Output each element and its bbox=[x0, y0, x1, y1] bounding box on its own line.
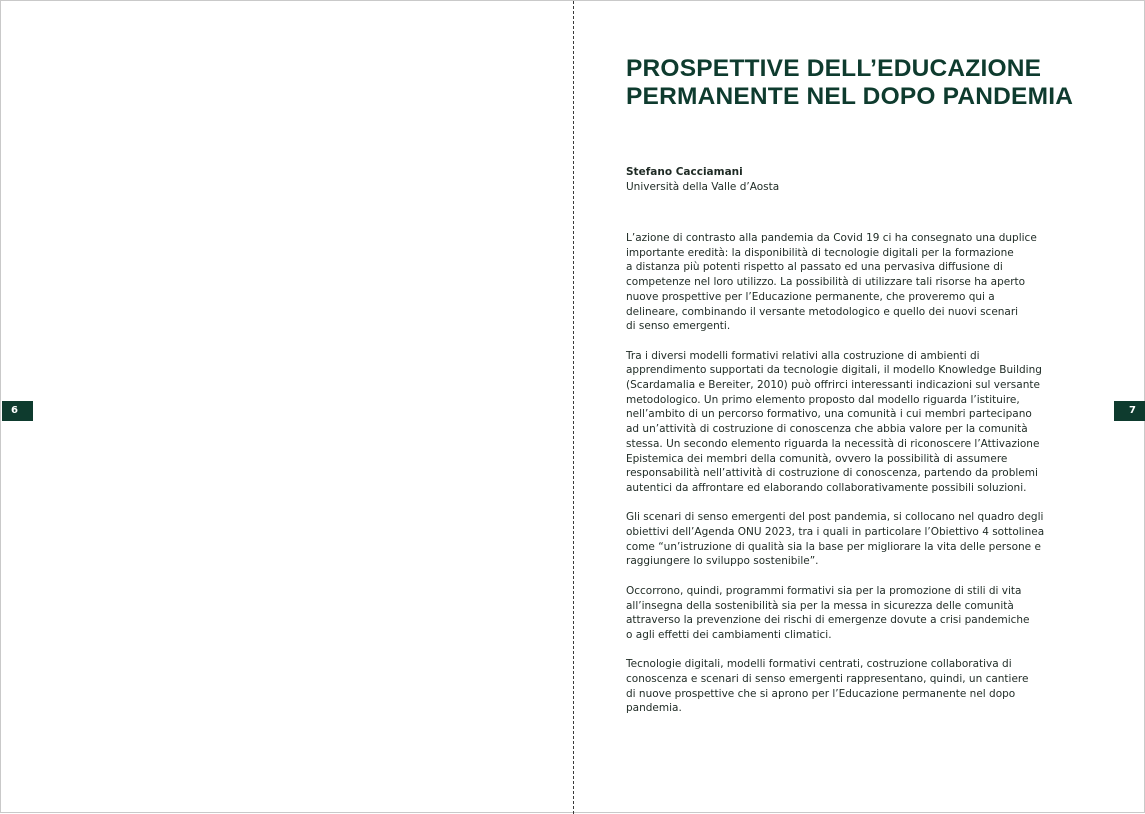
text-line: di senso emergenti. bbox=[626, 320, 731, 333]
text-line: Epistemica dei membri della comunità, ovvero la possibilità di assumere bbox=[626, 452, 1008, 465]
text-line: raggiungere lo sviluppo sostenibile”. bbox=[626, 555, 819, 568]
paragraph-3 bbox=[626, 510, 1066, 569]
text-line: apprendimento supportati da tecnologie digitali, il modello Knowledge Building bbox=[626, 364, 1042, 377]
text-line: delineare, combinando il versante metodologico e quello dei nuovi scenari bbox=[626, 305, 1019, 318]
page-number-right: 7 bbox=[1114, 401, 1145, 421]
text-line: a distanza più potenti rispetto al passato ed una pervasiva diffusione di bbox=[626, 261, 1003, 274]
text-line: conoscenza e scenari di senso emergenti rappresentano, quindi, un cantiere bbox=[626, 673, 1029, 686]
text-line: obiettivi dell’Agenda ONU 2023, tra i quali in particolare l’Obiettivo 4 sottolinea bbox=[626, 526, 1045, 539]
text-line: metodologico. Un primo elemento proposto dal modello riguarda l’istituire, bbox=[626, 393, 1020, 406]
text-line: stessa. Un secondo elemento riguarda la necessità di riconoscere l’Attivazione bbox=[626, 437, 1040, 450]
text-line: autentici da affrontare ed elaborando collaborativamente possibili soluzioni. bbox=[626, 481, 1027, 494]
article-title bbox=[626, 55, 1073, 111]
title-line: PROSPETTIVE DELL’EDUCAZIONE bbox=[626, 55, 1042, 82]
author-affiliation: Università della Valle d’Aosta bbox=[626, 181, 780, 193]
text-line: nell’ambito di un percorso formativo, una comunità i cui membri partecipano bbox=[626, 408, 1032, 421]
text-line: responsabilità nell’attività di costruzione di conoscenza, partendo da problemi bbox=[626, 467, 1038, 480]
text-line: Gli scenari di senso emergenti del post pandemia, si collocano nel quadro degli bbox=[626, 511, 1044, 524]
text-line: o agli effetti dei cambiamenti climatici. bbox=[626, 628, 832, 641]
page-number-left: 6 bbox=[2, 401, 33, 421]
text-line: nuove prospettive per l’Educazione permanente, che proveremo qui a bbox=[626, 290, 995, 303]
text-line: Tecnologie digitali, modelli formativi centrati, costruzione collaborativa di bbox=[626, 658, 1012, 671]
author-block bbox=[626, 165, 779, 195]
article-body bbox=[626, 231, 1066, 731]
text-line: come “un’istruzione di qualità sia la base per migliorare la vita delle persone e bbox=[626, 540, 1041, 553]
author-name: Stefano Cacciamani bbox=[626, 166, 743, 178]
text-line: (Scardamalia e Bereiter, 2010) può offrirci interessanti indicazioni sul versante bbox=[626, 379, 1040, 392]
text-line: importante eredità: la disponibilità di tecnologie digitali per la formazione bbox=[626, 246, 1014, 259]
text-line: attraverso la prevenzione dei rischi di emergenze dovute a crisi pandemiche bbox=[626, 614, 1030, 627]
text-line: Occorrono, quindi, programmi formativi sia per la promozione di stili di vita bbox=[626, 584, 1022, 597]
text-line: di nuove prospettive che si aprono per l’Educazione permanente nel dopo bbox=[626, 687, 1016, 700]
paragraph-2 bbox=[626, 349, 1066, 496]
paragraph-5 bbox=[626, 657, 1066, 716]
text-line: ad un’attività di costruzione di conoscenza che abbia valore per la comunità bbox=[626, 423, 1028, 436]
page-fold-line bbox=[573, 1, 574, 814]
text-line: all’insegna della sostenibilità sia per la messa in sicurezza delle comunità bbox=[626, 599, 1014, 612]
text-line: Tra i diversi modelli formativi relativi alla costruzione di ambienti di bbox=[626, 349, 980, 362]
title-line: PERMANENTE NEL DOPO PANDEMIA bbox=[626, 83, 1074, 110]
text-line: L’azione di contrasto alla pandemia da Covid 19 ci ha consegnato una duplice bbox=[626, 232, 1037, 244]
text-line: pandemia. bbox=[626, 702, 682, 715]
text-line: competenze nel loro utilizzo. La possibilità di utilizzare tali risorse ha aperto bbox=[626, 276, 1026, 289]
paragraph-1 bbox=[626, 231, 1066, 334]
paragraph-4 bbox=[626, 584, 1066, 643]
